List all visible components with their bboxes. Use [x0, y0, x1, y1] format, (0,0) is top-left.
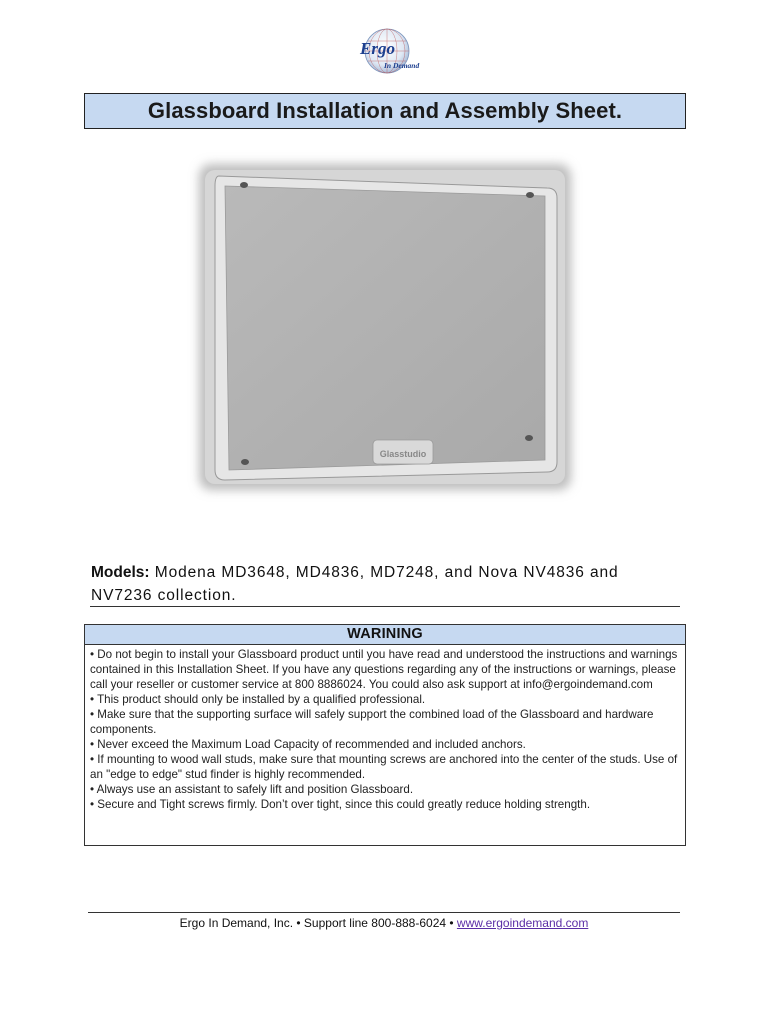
glassboard-product-image [195, 160, 575, 494]
models-text: Modena MD3648, MD4836, MD7248, and Nova NV4836 and NV7236 collection. [91, 564, 619, 604]
warning-item: • Make sure that the supporting surface will safely support the combined load of the Glassboard and hardware components. [90, 708, 654, 736]
logo-word: Ergo [360, 39, 395, 58]
divider [90, 606, 680, 607]
warning-item: • This product should only be installed by a qualified professional. [90, 693, 426, 706]
logo-sub: In Demand [384, 61, 420, 70]
title-banner [84, 93, 686, 129]
website-link[interactable]: www.ergoindemand.com [456, 916, 589, 930]
warning-item: • Secure and Tight screws firmly. Don’t over tight, since this could greatly reduce holding strength. [90, 798, 591, 811]
company-logo [357, 27, 420, 77]
brand-tab-label: Glasstudio [379, 449, 427, 459]
warning-item: • If mounting to wood wall studs, make sure that mounting screws are anchored into the center of the studs. Use of an "edge to edge" stud finder is highly recommended. [90, 753, 678, 781]
models-line [91, 561, 681, 607]
footer-divider [88, 912, 680, 913]
warning-heading: WARINING [85, 625, 685, 645]
footer-text: Ergo In Demand, Inc. • Support line 800-888-6024 • [179, 916, 457, 930]
warning-item: • Never exceed the Maximum Load Capacity of recommended and included anchors. [90, 738, 526, 751]
warning-box [84, 624, 686, 846]
models-label: Models: [91, 564, 150, 581]
warning-list [85, 645, 685, 812]
footer [88, 915, 680, 931]
page-title: Glassboard Installation and Assembly Sheet. [147, 98, 623, 123]
warning-item: • Do not begin to install your Glassboard product until you have read and understood the instructions and warnings contained in this Installation Sheet. If you have any questions regarding any of the instructions or warnings, please call your reseller or customer service at 800 8886024. You could also ask support at info@ergoindemand.com [90, 648, 678, 691]
warning-item: • Always use an assistant to safely lift and position Glassboard. [90, 783, 414, 796]
